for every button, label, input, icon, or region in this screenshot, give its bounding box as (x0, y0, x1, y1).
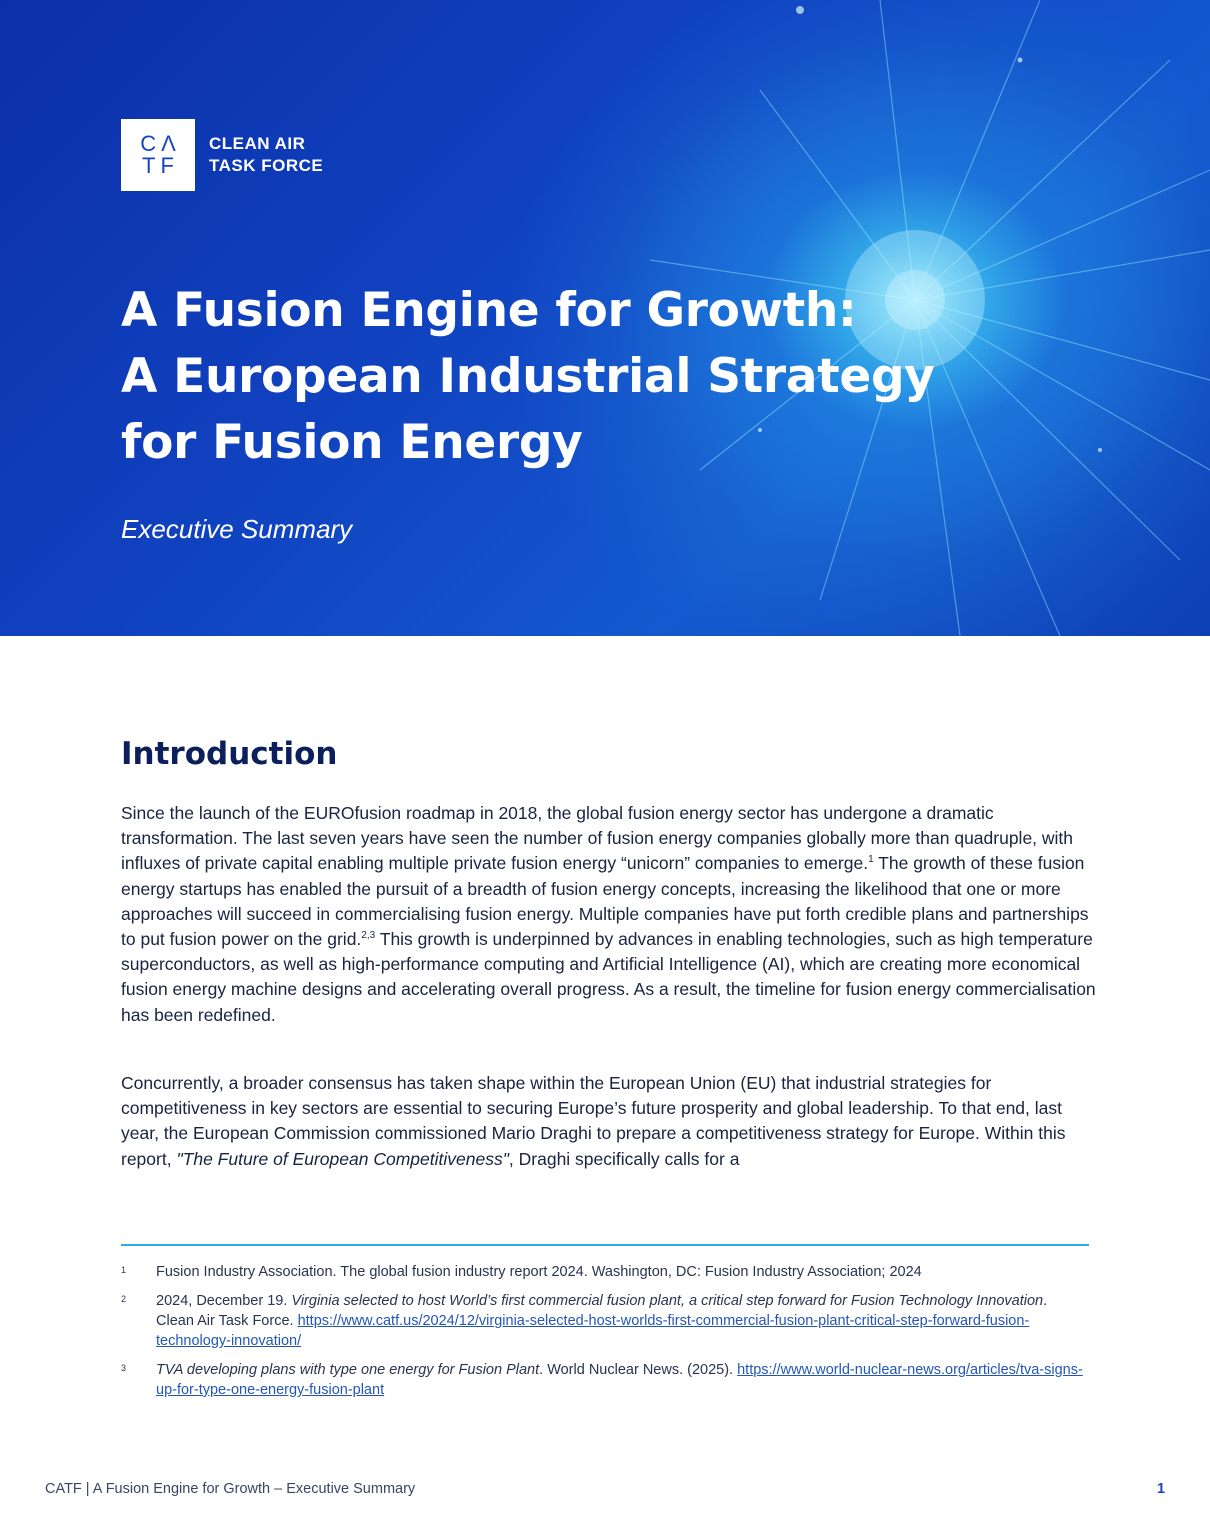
footnote-link[interactable]: https://www.world-nuclear-news.org/articles/tva-signs-up-for-type-one-energy-fusion-plant (156, 1362, 1083, 1398)
footnote-number: 1 (121, 1265, 127, 1275)
footnote-number: 3 (121, 1363, 127, 1373)
page-number: 1 (1157, 1481, 1166, 1497)
footnote-source: . Clean Air Task Force. (156, 1293, 1048, 1329)
intro-paragraph-2 (121, 1071, 1096, 1172)
footnote-3 (121, 1360, 1089, 1400)
p1-text-1: Since the launch of the EUROfusion roadmap in 2018, the global fusion energy sector has undergone a dramatic transformation. The last seven years have seen the number of fusion energy companies globally more than quadruple, with influxes of private capital enabling multiple private fusion energy “unicorn” companies to emerge. (121, 803, 1074, 874)
logo-text-line2: TASK FORCE (209, 156, 324, 175)
footnote-link[interactable]: https://www.catf.us/2024/12/virginia-selected-host-worlds-first-commercial-fusion-plant-critical-step-forward-fusion-technology-innovation/ (156, 1313, 1030, 1349)
document-title (121, 278, 935, 476)
catf-logo (121, 119, 323, 191)
p2-text-1: Concurrently, a broader consensus has taken shape within the European Union (EU) that industrial strategies for competitiveness in key sectors are essential to securing Europe’s future prosperity and global leadership. To that end, last year, the European Commission commissioned Mario Draghi to prepare a competitiveness strategy for Europe. Within this report, (121, 1073, 1066, 1169)
title-line-2: A European Industrial Strategy (121, 349, 935, 404)
footnote-title: Virginia selected to host World’s first commercial fusion plant, a critical step forward for Fusion Technology Innovation (291, 1293, 1044, 1309)
footnote-title: TVA developing plans with type one energy for Fusion Plant (156, 1362, 540, 1378)
footnote-divider (121, 1244, 1089, 1246)
logo-mark (121, 119, 195, 191)
logo-text (209, 133, 323, 177)
footnote-date: 2024, December 19. (156, 1293, 292, 1309)
footnote-text: Fusion Industry Association. The global fusion industry report 2024. Washington, DC: Fusion Industry Association; 2024 (156, 1264, 922, 1280)
title-line-1: A Fusion Engine for Growth: (121, 283, 857, 338)
p1-text-3: This growth is underpinned by advances in enabling technologies, such as high temperature superconductors, as well as high-performance computing and Artificial Intelligence (AI), which are creating more economical fusion energy machine designs and accelerating overall progress. As a result, the timeline for fusion energy commercialisation has been redefined. (121, 929, 1096, 1025)
hero-banner (0, 0, 1210, 636)
logo-mark-bottom: TF (142, 153, 179, 178)
document-subtitle: Executive Summary (121, 514, 353, 544)
footnote-1 (121, 1262, 1089, 1282)
footnote-ref-1[interactable]: 1 (868, 854, 874, 866)
intro-paragraph-1 (121, 801, 1096, 1028)
title-line-3: for Fusion Energy (121, 415, 583, 470)
footnote-2 (121, 1291, 1089, 1351)
footnote-number: 2 (121, 1294, 127, 1304)
section-heading: Introduction (121, 736, 338, 772)
logo-mark-top: CΛ (140, 131, 181, 156)
footnote-source: . World Nuclear News. (2025). (539, 1362, 738, 1378)
report-title: "The Future of European Competitiveness" (176, 1148, 509, 1169)
footnotes-list (121, 1262, 1089, 1409)
p2-text-2: , Draghi specifically calls for a (508, 1148, 740, 1169)
page-footer-text: CATF | A Fusion Engine for Growth – Executive Summary (45, 1481, 416, 1497)
footnote-ref-2-3[interactable]: 2,3 (361, 930, 376, 942)
logo-text-line1: CLEAN AIR (209, 134, 306, 153)
p1-text-2: The growth of these fusion energy startups has enabled the pursuit of a breadth of fusion energy concepts, increasing the likelihood that one or more approaches will succeed in commercialising fusion energy. Multiple companies have put forth credible plans and partnerships to put fusion power on the grid. (121, 853, 1089, 950)
